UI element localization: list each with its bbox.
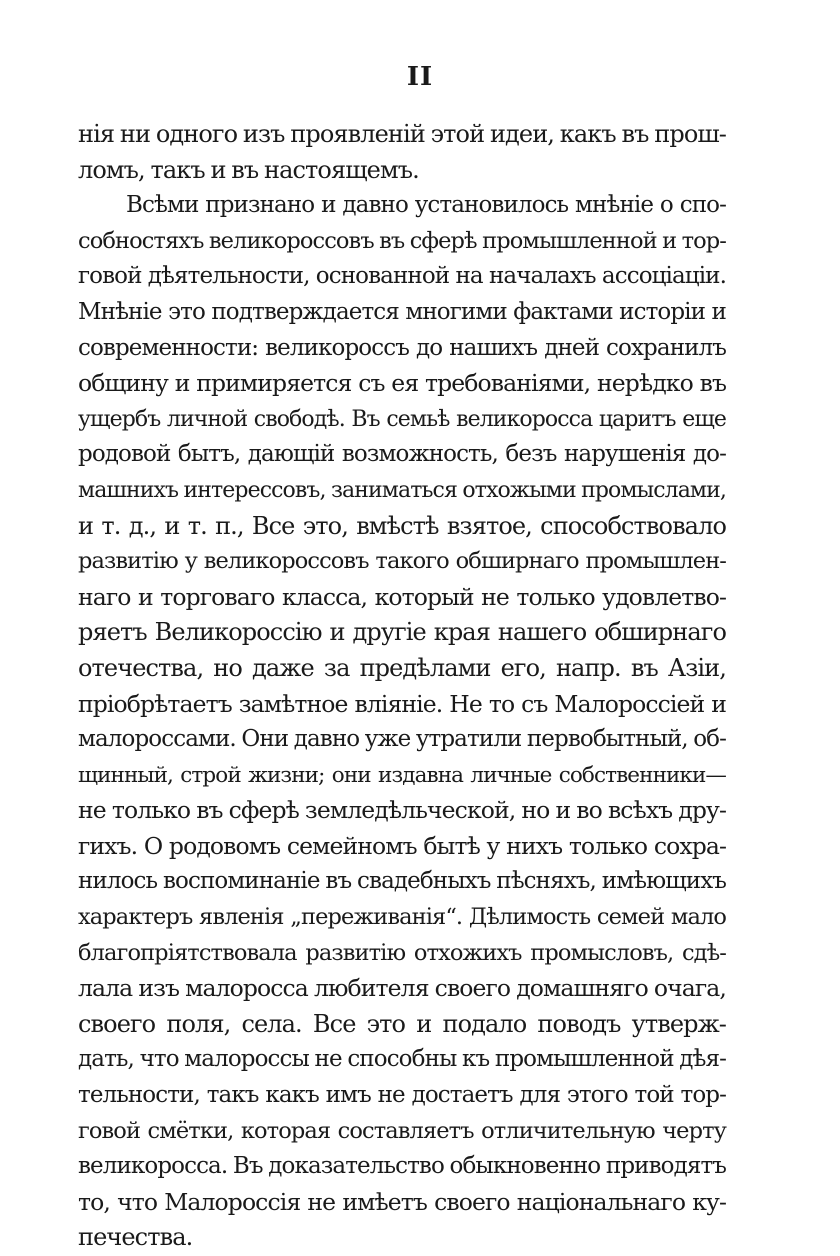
text-line: родовой бытъ, дающій возможность, безъ нарушенія до- [78,441,726,468]
text-line: нія ни одного изъ проявленій этой идеи, какъ въ прош- [78,120,726,148]
text-line: то, что Малороссія не имѣетъ своего національнаго ку- [78,1187,726,1216]
text-line: ряетъ Великороссію и другіе края нашего обширнаго [78,618,726,647]
text-line: характеръ явленія „переживанія“. Дѣлимость семей мало [78,904,726,931]
text-line: малороссами. Они давно уже утратили первобытный, об- [78,726,726,753]
text-line: гихъ. О родовомъ семейномъ бытѣ у нихъ только сохра- [78,831,726,860]
text-line: тельности, такъ какъ имъ не достаетъ для этого той тор- [78,1082,726,1109]
text-line: Мнѣніе это подтверждается многими фактами исторіи и [78,298,726,325]
text-line: и т. д., и т. п., Все это, вмѣстѣ взятое, способствовало [78,511,726,540]
text-line: развитію у великороссовъ такого обширнаго промышлен- [78,548,726,575]
text-line: общину и примиряется съ ея требованіями, нерѣдко въ [78,369,726,398]
text-line: ломъ, такъ и въ настоящемъ. [78,155,419,184]
text-line: великоросса. Въ доказательство обыкновенно приводятъ [78,1153,726,1180]
text-line: ущербъ личной свободѣ. Въ семьѣ великоросса царитъ еще [78,406,726,432]
text-line: современности: великороссъ до нашихъ дней сохранилъ [78,334,726,361]
text-line: дать, что малороссы не способны къ промышленной дѣя- [78,1046,726,1073]
text-line: собностяхъ великороссовъ въ сферѣ промышленной и тор- [78,227,726,254]
text-line: щинный, строй жизни; они издавна личные собственники— [78,762,726,788]
text-line: пріобрѣтаетъ замѣтное вліяніе. Не то съ Малороссіей и [78,689,726,718]
text-line: лала изъ малоросса любителя своего домашняго очага, [78,974,726,1003]
body-text [78,117,726,1256]
text-line: отечества, но даже за предѣлами его, напр. въ Азіи, [78,653,726,682]
text-line: благопріятствовала развитію отхожихъ промысловъ, сдѣ- [78,939,726,966]
text-line: машнихъ интерессовъ, заниматься отхожыми промыслами, [78,477,726,503]
text-line: наго и торговаго класса, который не только удовлетво- [78,582,726,611]
text-line: своего поля, села. Все это и подало поводъ утверж- [78,1009,726,1038]
text-line: печества. [78,1223,193,1252]
text-line: говой дѣятельности, основанной на началахъ ассоціаціи. [78,263,726,290]
page-number: II [406,62,434,92]
text-line: говой смётки, которая составляетъ отличительную черту [78,1117,726,1144]
text-line: не только въ сферѣ земледѣльческой, но и во всѣхъ дру- [78,796,726,825]
text-line: нилось воспоминаніе въ свадебныхъ пѣсняхъ, имѣющихъ [78,868,726,895]
text-line: Всѣми признано и давно установилось мнѣніе о спо- [126,192,726,219]
